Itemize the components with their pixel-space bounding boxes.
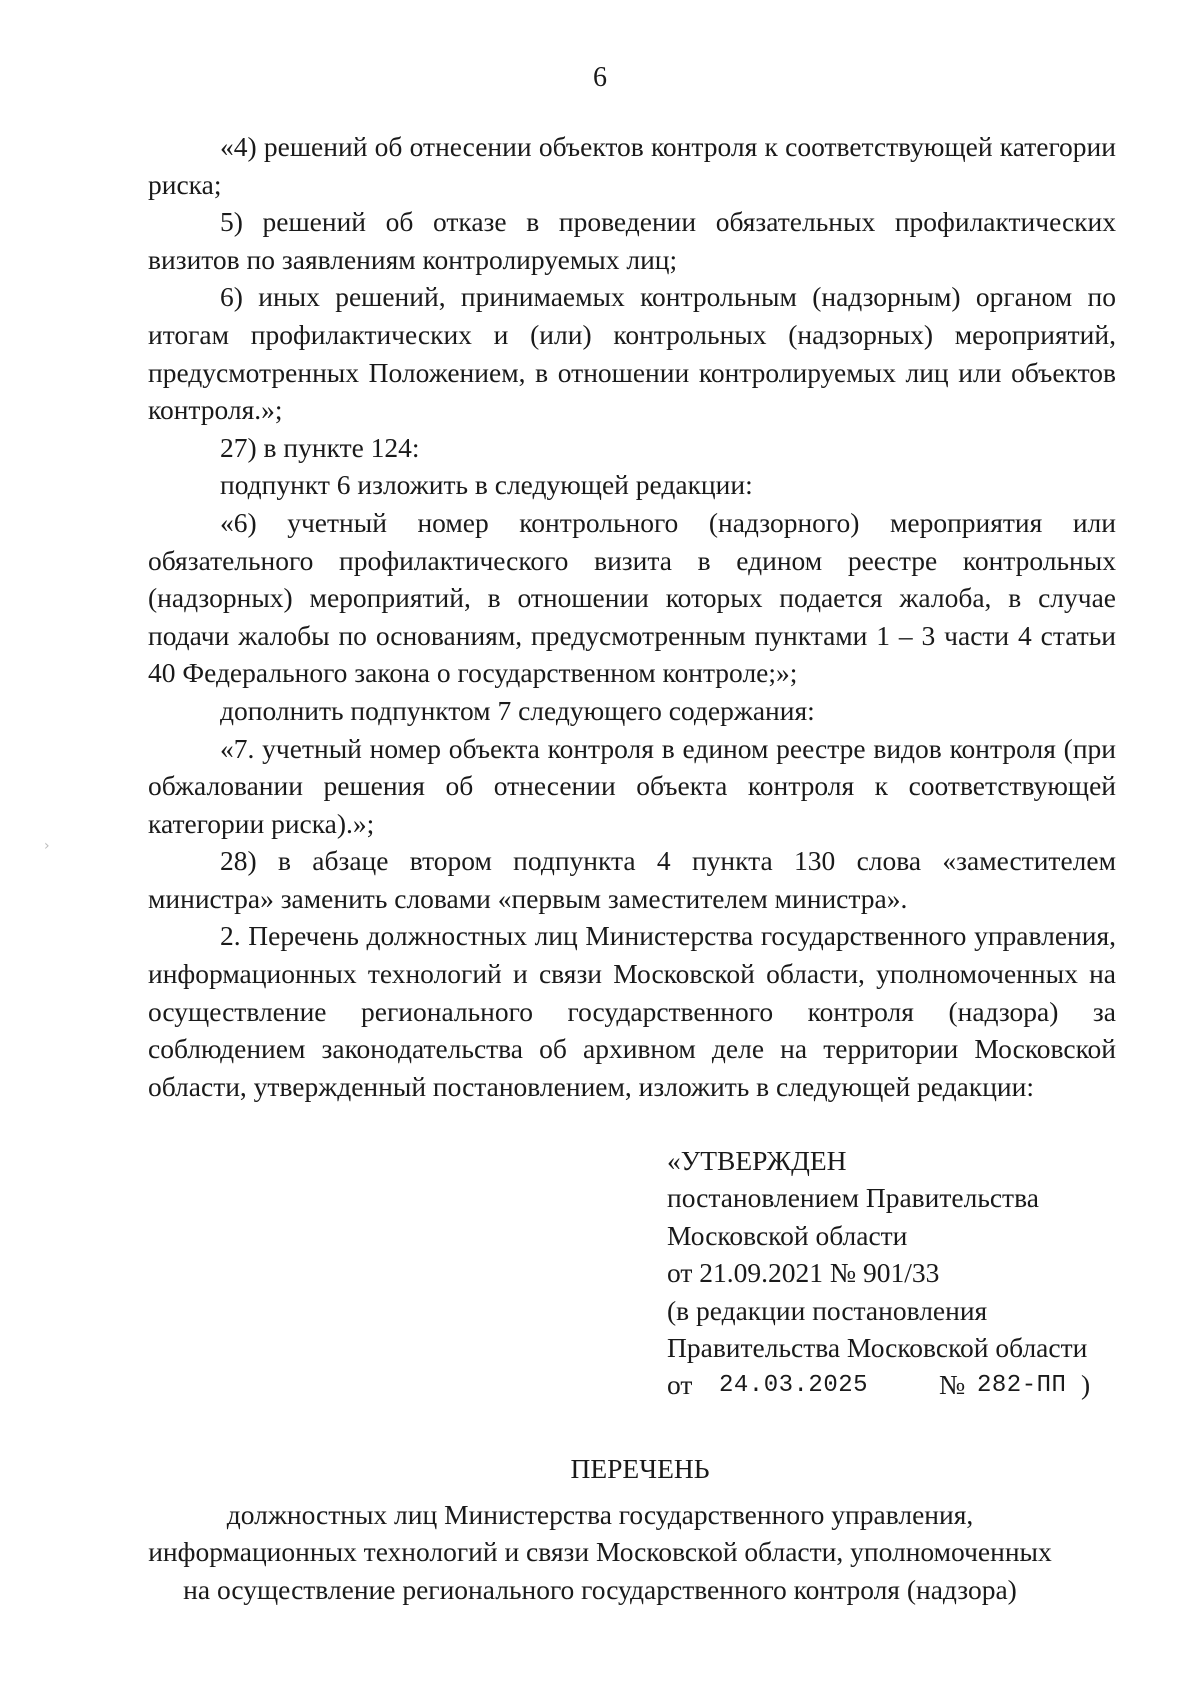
page-number: 6 <box>593 62 607 93</box>
list-heading <box>0 1450 1200 1608</box>
reference-number: 282-ПП <box>977 1372 1067 1400</box>
paragraph-item-5: 5) решений об отказе в проведении обязательных профилактических визитов по заявлениям контролируемых лиц; <box>148 206 1116 275</box>
approval-stamp-block <box>667 1142 1127 1404</box>
body-text <box>148 128 1116 1105</box>
paragraph-section-2: 2. Перечень должностных лиц Министерства государственного управления, информационных технологий и связи Московской области, уполномоченных на осуществление регионального государственного контроля (надзора) за соблюдением законодательства об архивном деле на территории Московской области, утвержденный постановлением, изложить в следующей редакции: <box>148 920 1116 1102</box>
list-title: ПЕРЕЧЕНЬ <box>570 1453 710 1484</box>
approval-reference-line <box>667 1366 1127 1404</box>
approval-line-resolution: постановлением Правительства <box>667 1182 1039 1214</box>
approval-line-region: Московской области <box>667 1219 908 1251</box>
reference-number-sign: № <box>939 1369 966 1401</box>
list-subtitle-line-3: на осуществление регионального государственного контроля (надзора) <box>183 1573 1017 1605</box>
paragraph-item-4: «4) решений об отнесении объектов контроля к соответствующей категории риска; <box>148 131 1116 200</box>
paragraph-item-6: 6) иных решений, принимаемых контрольным (надзорным) органом по итогам профилактических и (или) контрольных (надзорных) мероприятий, предусмотренных Положением, в отношении контролируемых лиц или объектов контроля.»; <box>148 281 1116 426</box>
approval-line-original-date: от 21.09.2021 № 901/33 <box>667 1257 940 1289</box>
paragraph-subitem-6-text: «6) учетный номер контрольного (надзорного) мероприятия или обязательного профилактического визита в едином реестре контрольных (надзорных) мероприятий, в отношении которых подается жалоба, в случае подачи жалобы по основаниям, предусмотренным пунктами 1 – 3 части 4 статьи 40 Федерального закона о государственном контроле;»; <box>148 506 1116 689</box>
paragraph-subitem-7-text: «7. учетный номер объекта контроля в едином реестре видов контроля (при обжаловании решения об отнесении объекта контроля к соответствующей категории риска).»; <box>148 732 1116 839</box>
approval-line-government: Правительства Московской области <box>667 1332 1088 1364</box>
scan-margin-mark: › <box>44 838 50 854</box>
approval-line-edition: (в редакции постановления <box>667 1294 988 1326</box>
list-subtitle-line-2: информационных технологий и связи Московской области, уполномоченных <box>148 1536 1052 1568</box>
reference-close-paren: ) <box>1081 1369 1091 1401</box>
reference-prefix: от <box>667 1369 693 1401</box>
paragraph-subitem-7-intro: дополнить подпунктом 7 следующего содержания: <box>220 694 815 726</box>
paragraph-amendment-27: 27) в пункте 124: <box>220 431 420 463</box>
paragraph-subitem-6-intro: подпункт 6 изложить в следующей редакции: <box>220 469 753 501</box>
approval-line-approved: «УТВЕРЖДЕН <box>667 1145 847 1176</box>
paragraph-amendment-28: 28) в абзаце втором подпункта 4 пункта 130 слова «заместителем министра» заменить словами «первым заместителем министра». <box>148 845 1116 914</box>
list-subtitle-line-1: должностных лиц Министерства государственного управления, <box>226 1498 974 1530</box>
reference-date: 24.03.2025 <box>719 1372 869 1400</box>
